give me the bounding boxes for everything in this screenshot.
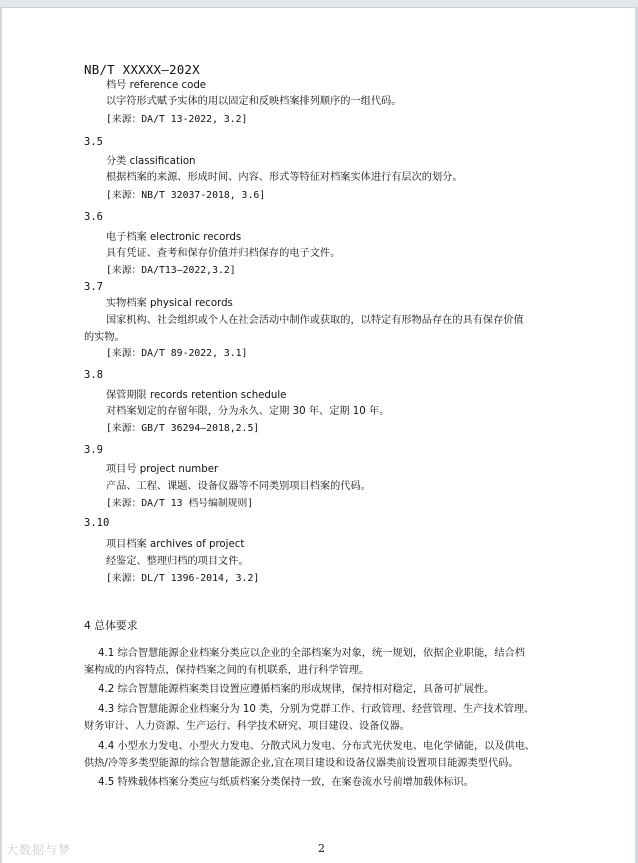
paragraph-line: 4.4 小型水力发电、小型火力发电、分散式风力发电、分布式光伏发电、电化学储能，以及供电、 <box>98 741 536 752</box>
entry-definition: 产品、工程、课题、设备仪器等不同类别项目档案的代码。 <box>106 481 371 492</box>
paragraph-line: 案构成的内容特点，保持档案之间的有机联系，进行科学管理。 <box>84 665 370 676</box>
paragraph-line: 供热/冷等多类型能源的综合智慧能源企业,宜在项目建设和设备仪器类前设置项目能源类型代码。 <box>84 758 519 769</box>
entry-source: [来源：DA/T 13 档号编制规则] <box>106 498 254 509</box>
entry-source: [来源：NB/T 32037-2018, 3.6] <box>106 190 266 201</box>
entry-term: 项目号 project number <box>106 464 219 475</box>
entry-number: 3.10 <box>84 517 110 529</box>
paragraph-line: 4.5 特殊载体档案分类应与纸质档案分类保持一致，在案卷流水号前增加载体标识。 <box>98 777 474 788</box>
entry-source: [来源：DL/T 1396-2014, 3.2] <box>106 573 260 584</box>
entry-term: 电子档案 electronic records <box>106 232 242 243</box>
entry-number: 3.7 <box>84 281 103 293</box>
entry-term: 保管期限 records retention schedule <box>106 390 287 401</box>
entry-source: [来源：DA/T 89-2022, 3.1] <box>106 348 248 359</box>
entry-definition: 国家机构、社会组织或个人在社会活动中制作或获取的，以特定有形物品存在的具有保存价值 <box>106 315 524 326</box>
entry-source: [来源：DA/T13—2022,3.2] <box>106 265 236 276</box>
window-frame-top <box>0 0 638 8</box>
entry-number: 3.5 <box>84 136 103 148</box>
page-number: 2 <box>318 842 325 855</box>
entry-definition: 根据档案的来源、形成时间、内容、形式等特征对档案实体进行有层次的划分。 <box>106 172 463 183</box>
paragraph-line: 财务审计、人力资源、生产运行、科学技术研究、项目建设、设备仪器。 <box>84 721 410 732</box>
entry-term: 档号 reference code <box>106 80 207 91</box>
entry-term: 实物档案 physical records <box>106 298 233 309</box>
entry-definition: 对档案划定的存留年限，分为永久、定期 30 年、定期 10 年。 <box>106 406 390 417</box>
paragraph-line: 4.2 综合智慧能源档案类目设置应遵循档案的形成规律，保持相对稳定，具备可扩展性。 <box>98 684 495 695</box>
entry-definition: 具有凭证、查考和保存价值并归档保存的电子文件。 <box>106 248 341 259</box>
paragraph-line: 4.3 综合智慧能源企业档案分为 10 类，分别为党群工作、行政管理、经营管理、生产技术管理、 <box>98 704 535 715</box>
entry-source: [来源：DA/T 13-2022, 3.2] <box>106 114 248 125</box>
entry-number: 3.6 <box>84 211 103 223</box>
entry-number: 3.8 <box>84 369 103 381</box>
entry-definition-continued: 的实物。 <box>84 332 125 343</box>
entry-number: 3.9 <box>84 444 103 456</box>
window-frame-left <box>0 7 2 863</box>
section-heading: 4 总体要求 <box>84 619 138 632</box>
entry-definition: 以字符形式赋予实体的用以固定和反映档案排列顺序的一组代码。 <box>106 96 402 107</box>
document-header: NB/T XXXXX—202X <box>84 62 200 77</box>
entry-term: 项目档案 archives of project <box>106 539 245 550</box>
entry-definition: 经鉴定、整理归档的项目文件。 <box>106 556 249 567</box>
watermark: 大数据与梦 <box>6 843 72 857</box>
paragraph-line: 4.1 综合智慧能源企业档案分类应以企业的全部档案为对象，统一规划，依据企业职能，结合档 <box>98 648 525 659</box>
entry-term: 分类 classification <box>106 156 196 167</box>
entry-source: [来源：GB/T 36294—2018,2.5] <box>106 423 260 434</box>
